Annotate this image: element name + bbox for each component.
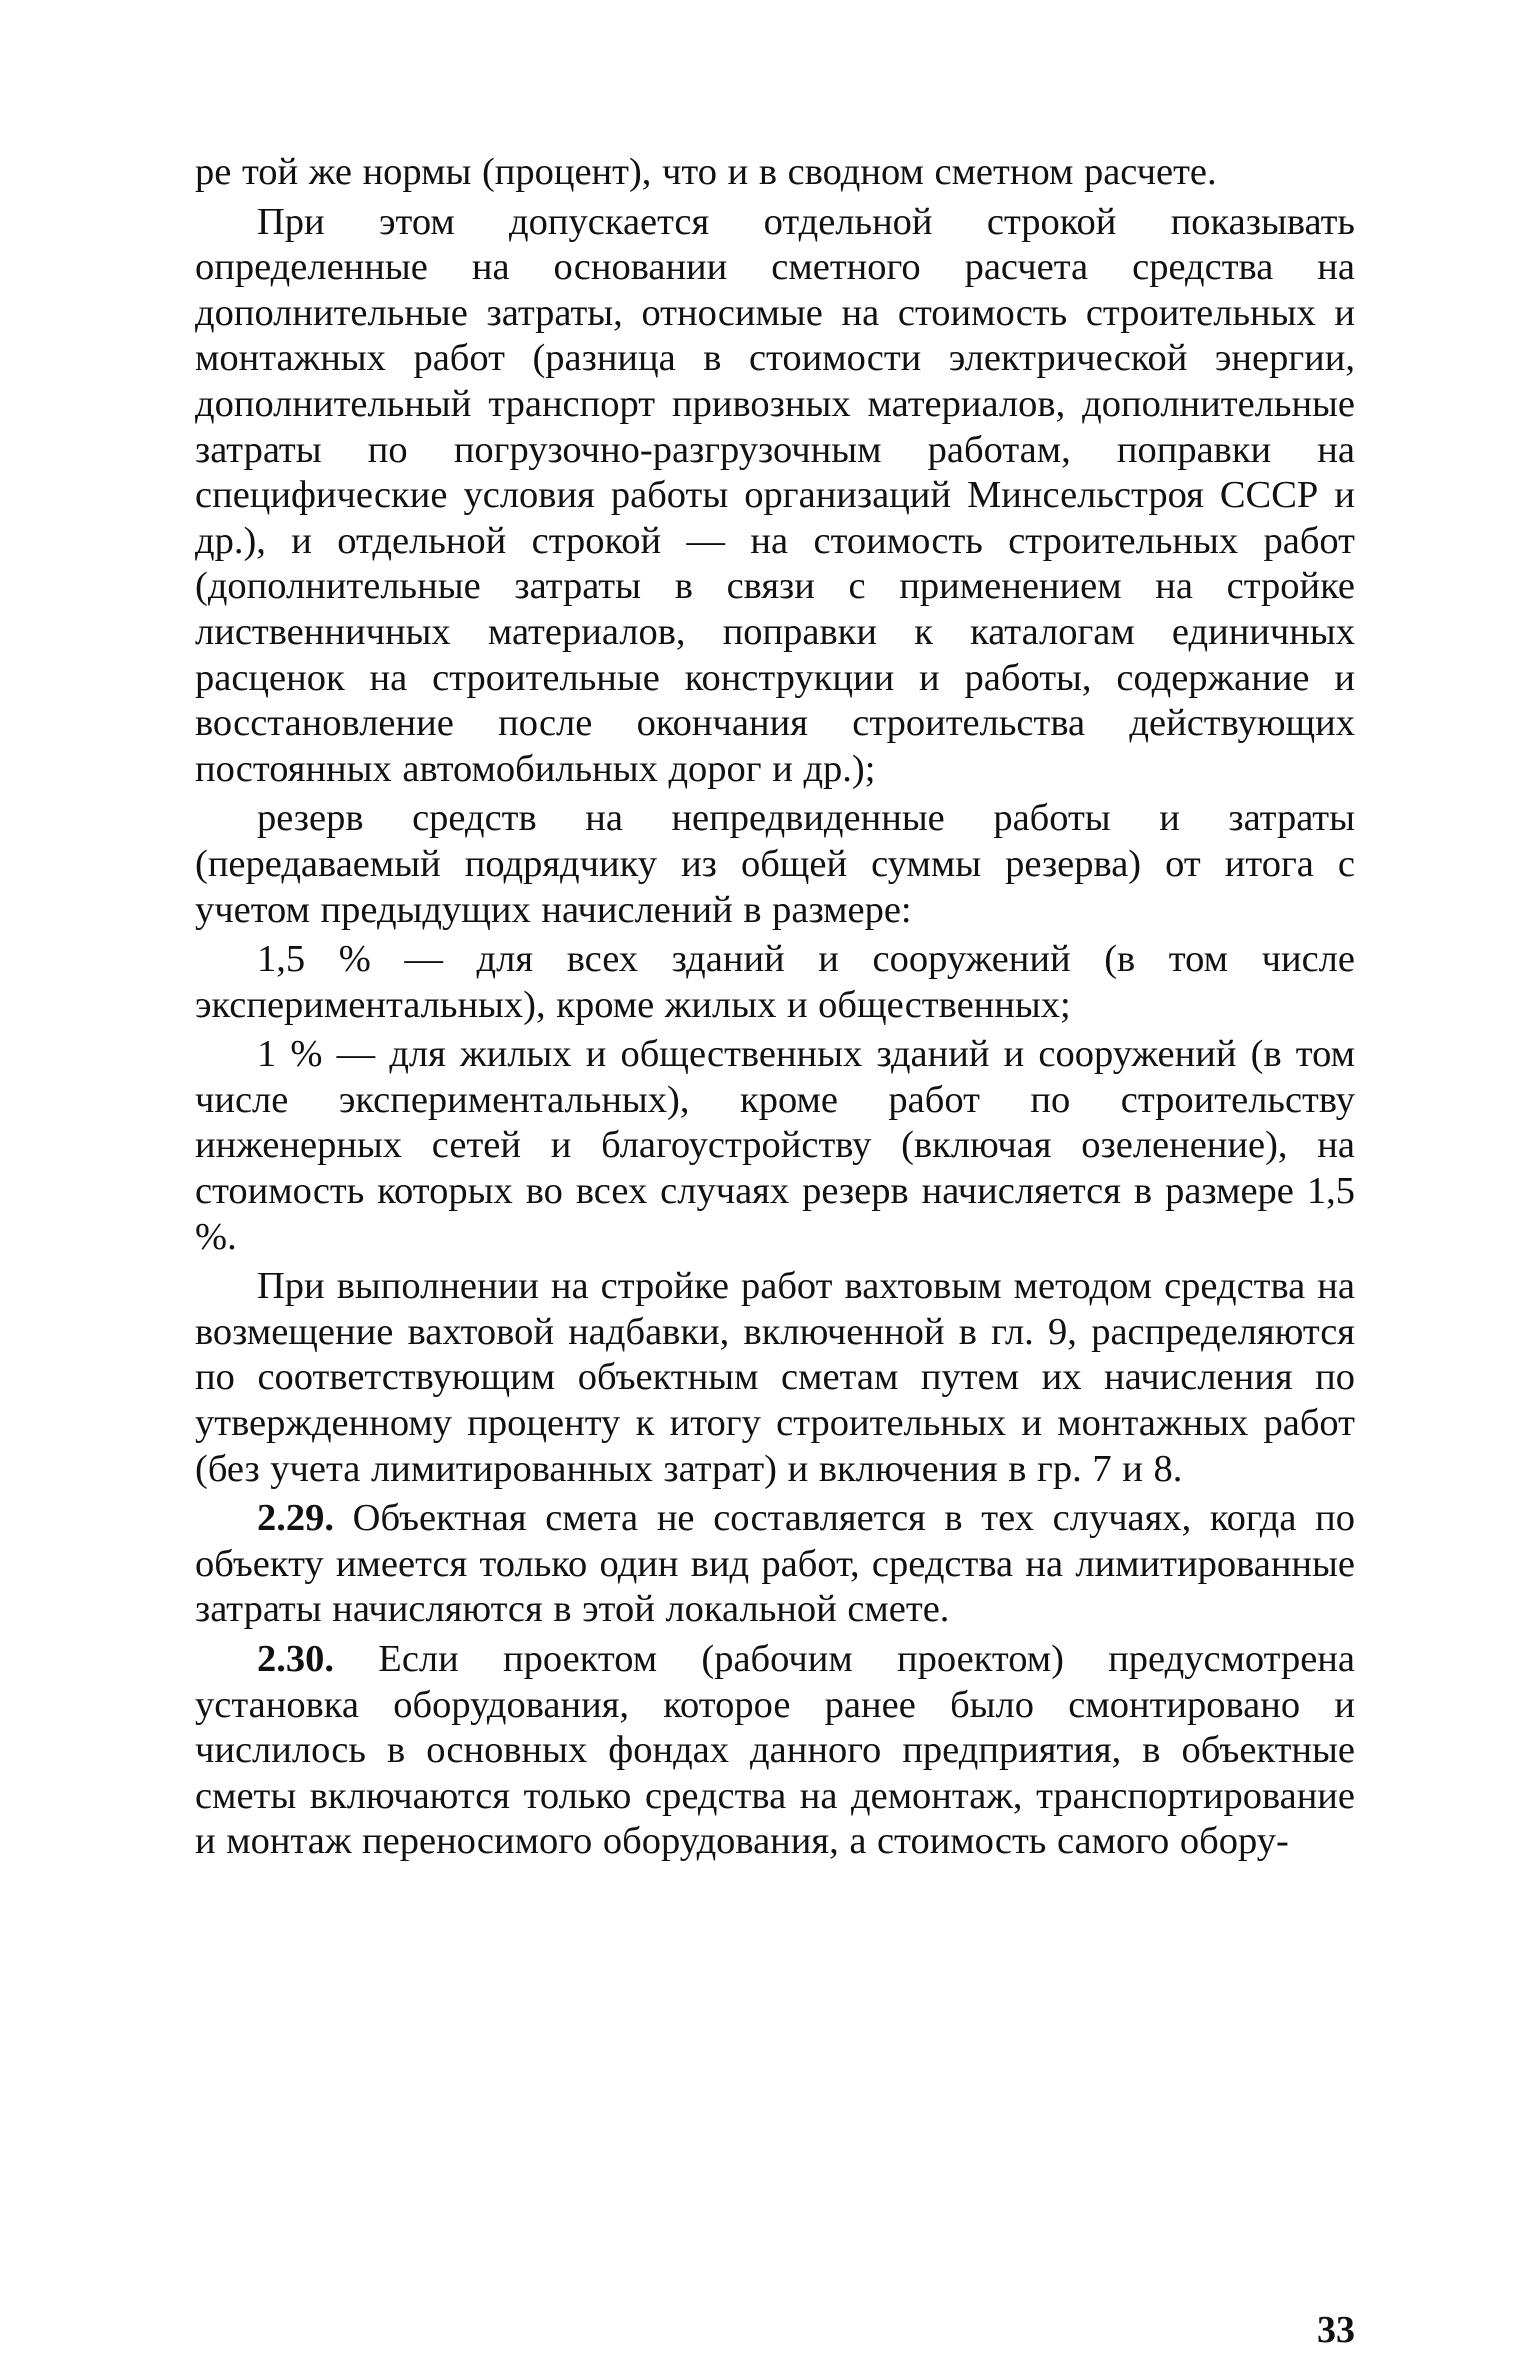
paragraph-reserve: резерв средств на непредвиденные работы и затраты (передаваемый подрядчику из общей суммы резерва) от итога с учетом предыдущих начислений в размере: bbox=[195, 797, 1355, 931]
paragraph-reserve-1-percent: 1 % — для жилых и общественных зданий и сооружений (в том числе экспериментальных), кроме работ по строительству инженерных сетей и благоустройству (включая озеленение), на стоимость которых во всех случаях резерв начисляется в размере 1,5 %. bbox=[195, 1033, 1355, 1258]
section-text: Объектная смета не составляется в тех случаях, когда по объекту имеется только один вид работ, средства на лимитированные затраты начисляются в этой локальной смете. bbox=[195, 1497, 1355, 1631]
section-text: Если проектом (рабочим проектом) предусмотрена установка оборудования, которое ранее было смонтировано и числилось в основных фондах данного предприятия, в объектные сметы включаются только средства на демонтаж, транспортирование и монтаж переносимого оборудования, а стоимость самого обору- bbox=[195, 1638, 1355, 1863]
section-2-29 bbox=[195, 1496, 1355, 1633]
paragraph-continuation: ре той же нормы (процент), что и в сводном сметном расчете. bbox=[195, 151, 1217, 193]
paragraph-shift-method: При выполнении на стройке работ вахтовым методом средства на возмещение вахтовой надбавки, включенной в гл. 9, распределяются по соответствующим объектным сметам путем их начисления по утвержденному проценту к итогу строительных и монтажных работ (без учета лимитированных затрат) и включения в гр. 7 и 8. bbox=[195, 1265, 1355, 1490]
document-page bbox=[195, 150, 1355, 2351]
section-number: 2.30. bbox=[257, 1638, 334, 1680]
page-number: 33 bbox=[1317, 2309, 1355, 2351]
paragraph-additional-costs: При этом допускается отдельной строкой показывать определенные на основании сметного расчета средства на дополнительные затраты, относимые на стоимость строительных и монтажных работ (разница в стоимости электрической энергии, дополнительный транспорт привозных материалов, дополнительные затраты по погрузочно-разгрузочным работам, поправки на специфические условия работы организаций Минсельстроя СССР и др.), и отдельной строкой — на стоимость строительных работ (дополнительные затраты в связи с применением на стройке лиственничных материалов, поправки к каталогам единичных расценок на строительные конструкции и работы, содержание и восстановление после окончания строительства действующих постоянных автомобильных дорог и др.); bbox=[195, 200, 1355, 790]
section-2-30 bbox=[195, 1637, 1355, 1865]
section-number: 2.29. bbox=[257, 1497, 334, 1540]
paragraph-reserve-1-5-percent: 1,5 % — для всех зданий и сооружений (в том числе экспериментальных), кроме жилых и общественных; bbox=[195, 938, 1355, 1026]
